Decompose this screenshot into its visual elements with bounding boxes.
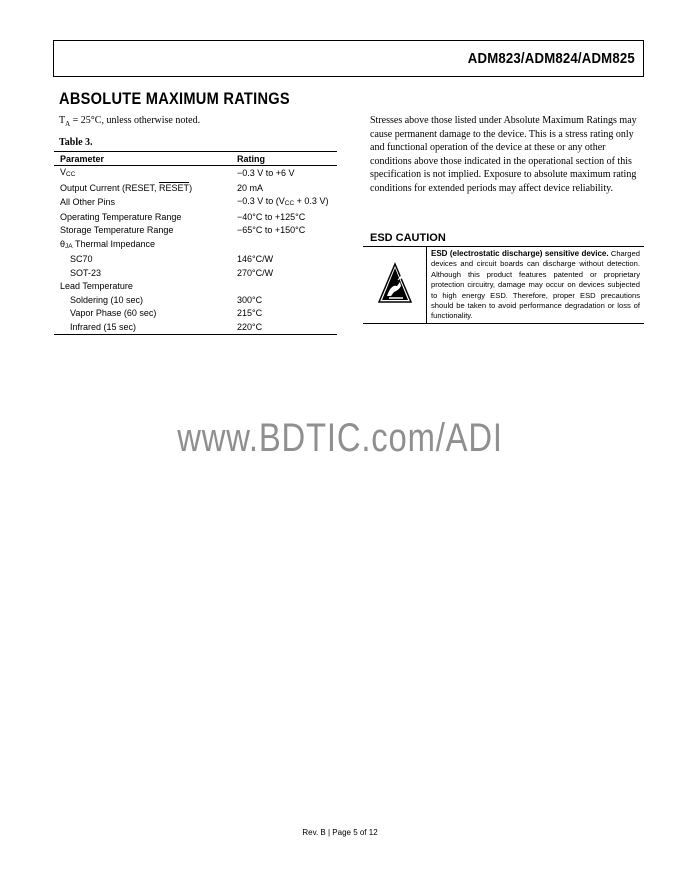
esd-heading: ESD CAUTION	[370, 232, 446, 244]
rating-cell: −0.3 V to (VCC + 0.3 V)	[237, 196, 329, 207]
esd-caution-box	[363, 246, 644, 324]
table-header-row	[54, 152, 337, 166]
header-rating: Rating	[231, 152, 337, 166]
rating-cell: 20 mA	[237, 182, 264, 193]
param-cell: Infrared (15 sec)	[54, 321, 231, 335]
param-cell: θJA Thermal Impedance	[60, 238, 155, 250]
rating-cell	[231, 238, 337, 254]
param-cell: Vapor Phase (60 sec)	[70, 308, 157, 318]
param-cell: Soldering (10 sec)	[70, 294, 144, 305]
table-row	[54, 253, 337, 267]
rating-cell: −65°C to +150°C	[237, 225, 306, 235]
rating-cell: −0.3 V to +6 V	[237, 168, 295, 178]
page-header	[53, 40, 644, 77]
table-row	[54, 195, 337, 211]
param-cell: Storage Temperature Range	[60, 225, 174, 235]
watermark: www.BDTIC.com/ADI	[177, 416, 503, 460]
table-caption: Table 3.	[59, 137, 93, 148]
table-row	[54, 224, 337, 238]
rating-cell: 270°C/W	[237, 267, 274, 278]
param-cell: VCC	[60, 167, 76, 178]
param-cell: Lead Temperature	[60, 281, 133, 291]
ratings-table	[54, 151, 337, 335]
table-row	[54, 307, 337, 321]
header-parameter: Parameter	[54, 152, 231, 166]
section-heading: ABSOLUTE MAXIMUM RATINGS	[59, 89, 290, 108]
param-cell: SC70	[70, 254, 93, 264]
table-row	[54, 321, 337, 335]
table-row	[54, 238, 337, 254]
esd-warning-icon	[377, 262, 413, 306]
param-cell: All Other Pins	[60, 197, 116, 207]
esd-icon-cell	[363, 247, 427, 323]
rating-cell: 215°C	[237, 308, 263, 318]
table-row	[54, 280, 337, 294]
esd-lead: ESD (electrostatic discharge) sensitive device.	[431, 249, 609, 258]
document-title: ADM823/ADM824/ADM825	[467, 50, 635, 67]
param-cell: Operating Temperature Range	[60, 211, 182, 222]
table-row	[54, 294, 337, 308]
page-footer: Rev. B | Page 5 of 12	[302, 828, 378, 837]
table-row	[54, 166, 337, 182]
stress-paragraph: Stresses above those listed under Absolute Maximum Ratings may cause permanent damage to the device. This is a stress rating only and functional operation of the device at these or any other conditions above those indicated in the operational section of this specification is not implied. Exposure to absolute maximum rating conditions for extended periods may affect device reliability.	[370, 115, 637, 194]
table-row	[54, 182, 337, 196]
table-row	[54, 211, 337, 225]
rating-cell: −40°C to +125°C	[237, 211, 306, 222]
param-cell: SOT-23	[70, 267, 102, 278]
rating-cell: 220°C	[231, 321, 337, 335]
esd-body: Charged devices and circuit boards can discharge without detection. Although this product features patented or proprietary protection circuitry, damage may occur on devices subjected to high energy ESD. Therefore, proper ESD precautions should be taken to avoid performance degradation or loss of functionality.	[431, 249, 640, 321]
rating-cell: 146°C/W	[237, 254, 274, 264]
table-row	[54, 267, 337, 281]
temperature-note: $T_A = 25^\circ C$, unless otherwise noted.	[59, 115, 201, 128]
esd-text	[431, 249, 640, 322]
param-cell: Output Current (RESET, RESET)	[60, 182, 193, 193]
rating-cell	[231, 280, 337, 294]
rating-cell: 300°C	[237, 294, 263, 305]
